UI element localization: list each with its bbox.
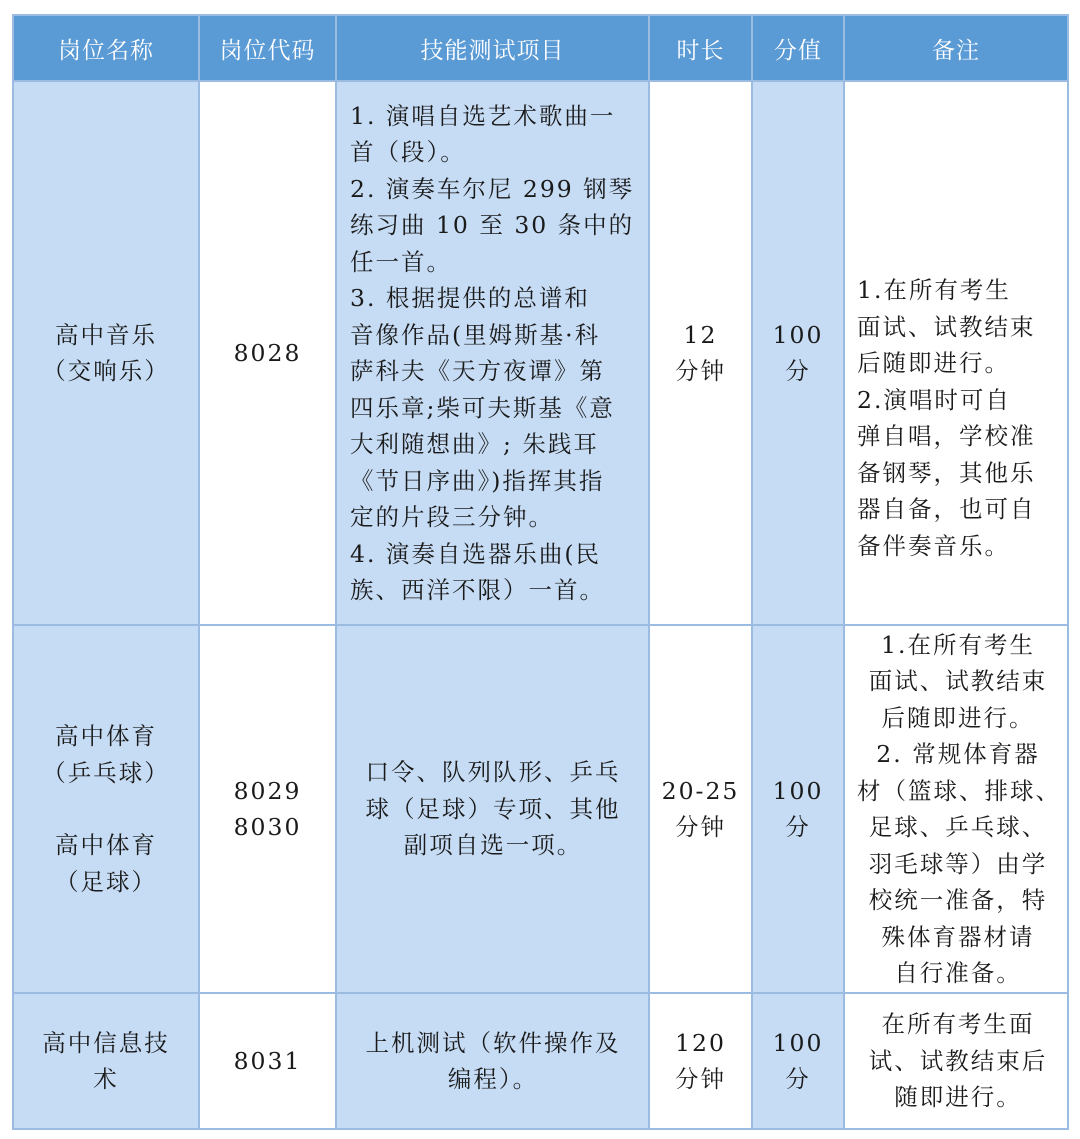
test-item-line: 3. 根据提供的总谱和: [350, 284, 590, 312]
score-line: 100: [772, 776, 824, 805]
note-line: 器自备，也可自: [857, 495, 1036, 523]
note-line: 后随即进行。: [857, 349, 1010, 377]
position-name-line: （足球）: [55, 867, 157, 896]
duration-cell: [649, 993, 752, 1129]
score-cell: [752, 81, 844, 625]
header-row: [13, 15, 1068, 81]
test-items-cell: [336, 81, 649, 625]
note-line: 随即进行。: [894, 1083, 1022, 1112]
test-item-line: 练习曲 10 至 30 条中的: [350, 211, 635, 239]
score-line: 分: [785, 813, 811, 841]
skill-test-table: [12, 14, 1069, 1130]
note-line: 1.在所有考生: [857, 276, 1011, 304]
position-code-line: 8029: [233, 776, 302, 805]
note-line: 材（篮球、排球、: [857, 776, 1061, 805]
test-item-line: 上机测试（软件操作及: [365, 1028, 621, 1057]
position-code-line: 8030: [233, 813, 302, 841]
note-line: 足球、乒乓球、: [868, 813, 1048, 841]
note-line: 2.演唱时可自: [857, 385, 1011, 414]
spacer: [14, 791, 198, 827]
test-item-line: 口令、队列队形、乒乓: [365, 758, 621, 787]
note-line: 后随即进行。: [881, 703, 1035, 732]
position-name-cell: [13, 81, 199, 625]
duration-line: 分钟: [675, 1065, 726, 1093]
note-line: 2. 常规体育器: [876, 740, 1040, 768]
test-item-line: 族、西洋不限）一首。: [350, 576, 605, 604]
note-line: 备伴奏音乐。: [857, 531, 1010, 560]
table-row: [13, 81, 1068, 625]
position-code-cell: [199, 993, 336, 1129]
note-line: 在所有考生面: [881, 1010, 1035, 1039]
duration-line: 20-25: [661, 776, 740, 805]
score-cell: [752, 993, 844, 1129]
header-test-items: 技能测试项目: [336, 15, 649, 81]
note-line: 校统一准备，特: [868, 886, 1048, 914]
header-position-code: 岗位代码: [199, 15, 336, 81]
test-item-line: 大利随想曲》; 朱践耳: [350, 430, 599, 458]
notes-cell: [844, 625, 1068, 993]
test-item-line: 四乐章;柴可夫斯基《意: [350, 393, 615, 422]
test-item-line: 《节日序曲》)指挥其指: [350, 466, 605, 495]
position-name-line: （交响乐）: [42, 357, 170, 385]
position-name-line: 高中体育: [55, 831, 157, 859]
test-items-cell: [336, 625, 649, 993]
position-code-cell: [199, 81, 336, 625]
score-line: 分: [785, 1065, 811, 1093]
table-row: [13, 993, 1068, 1129]
position-code-line: 8031: [233, 1046, 302, 1075]
position-name-line: 高中体育: [55, 722, 157, 750]
position-name-line: 高中信息技: [42, 1028, 170, 1057]
position-name-cell: [13, 993, 199, 1129]
duration-line: 120: [675, 1028, 726, 1057]
test-item-line: 4. 演奏自选器乐曲(民: [350, 539, 602, 568]
test-items-cell: [336, 993, 649, 1129]
position-name-cell: [13, 625, 199, 993]
note-line: 面试、试教结束: [868, 667, 1048, 695]
header-position-name: 岗位名称: [13, 15, 199, 81]
score-line: 分: [785, 357, 811, 385]
header-notes: 备注: [844, 15, 1068, 81]
notes-cell: [844, 993, 1068, 1129]
test-item-line: 首（段）。: [350, 138, 466, 166]
note-line: 羽毛球等）由学: [868, 849, 1048, 878]
duration-cell: [649, 625, 752, 993]
note-line: 备钢琴，其他乐: [857, 458, 1036, 487]
note-line: 面试、试教结束: [857, 312, 1036, 341]
note-line: 自行准备。: [894, 959, 1022, 987]
duration-line: 分钟: [675, 813, 726, 841]
duration-line: 12: [683, 320, 718, 349]
position-name-line: （乒乓球）: [42, 758, 170, 787]
test-item-line: 球（足球）专项、其他: [365, 794, 621, 823]
note-line: 1.在所有考生: [881, 630, 1035, 659]
note-line: 殊体育器材请: [881, 922, 1035, 951]
test-item-line: 1. 演唱自选艺术歌曲一: [350, 101, 616, 130]
position-name-line: 术: [93, 1065, 119, 1093]
position-code-cell: [199, 625, 336, 993]
test-item-line: 音像作品(里姆斯基·科: [350, 320, 601, 349]
header-duration: 时长: [649, 15, 752, 81]
note-line: 弹自唱，学校准: [857, 422, 1036, 450]
test-item-line: 编程）。: [447, 1065, 539, 1093]
position-name-line: 高中音乐: [55, 320, 157, 349]
score-cell: [752, 625, 844, 993]
table-row: [13, 625, 1068, 993]
test-item-line: 任一首。: [350, 247, 452, 276]
duration-cell: [649, 81, 752, 625]
score-line: 100: [772, 1028, 824, 1057]
test-item-line: 定的片段三分钟。: [350, 503, 554, 531]
duration-line: 分钟: [675, 357, 726, 385]
test-item-line: 副项自选一项。: [403, 831, 583, 860]
notes-cell: [844, 81, 1068, 625]
position-code-line: 8028: [233, 338, 302, 367]
test-item-line: 2. 演奏车尔尼 299 钢琴: [350, 174, 635, 203]
header-score: 分值: [752, 15, 844, 81]
note-line: 试、试教结束后: [868, 1046, 1048, 1075]
test-item-line: 萨科夫《天方夜谭》第: [350, 357, 605, 385]
score-line: 100: [772, 320, 824, 349]
